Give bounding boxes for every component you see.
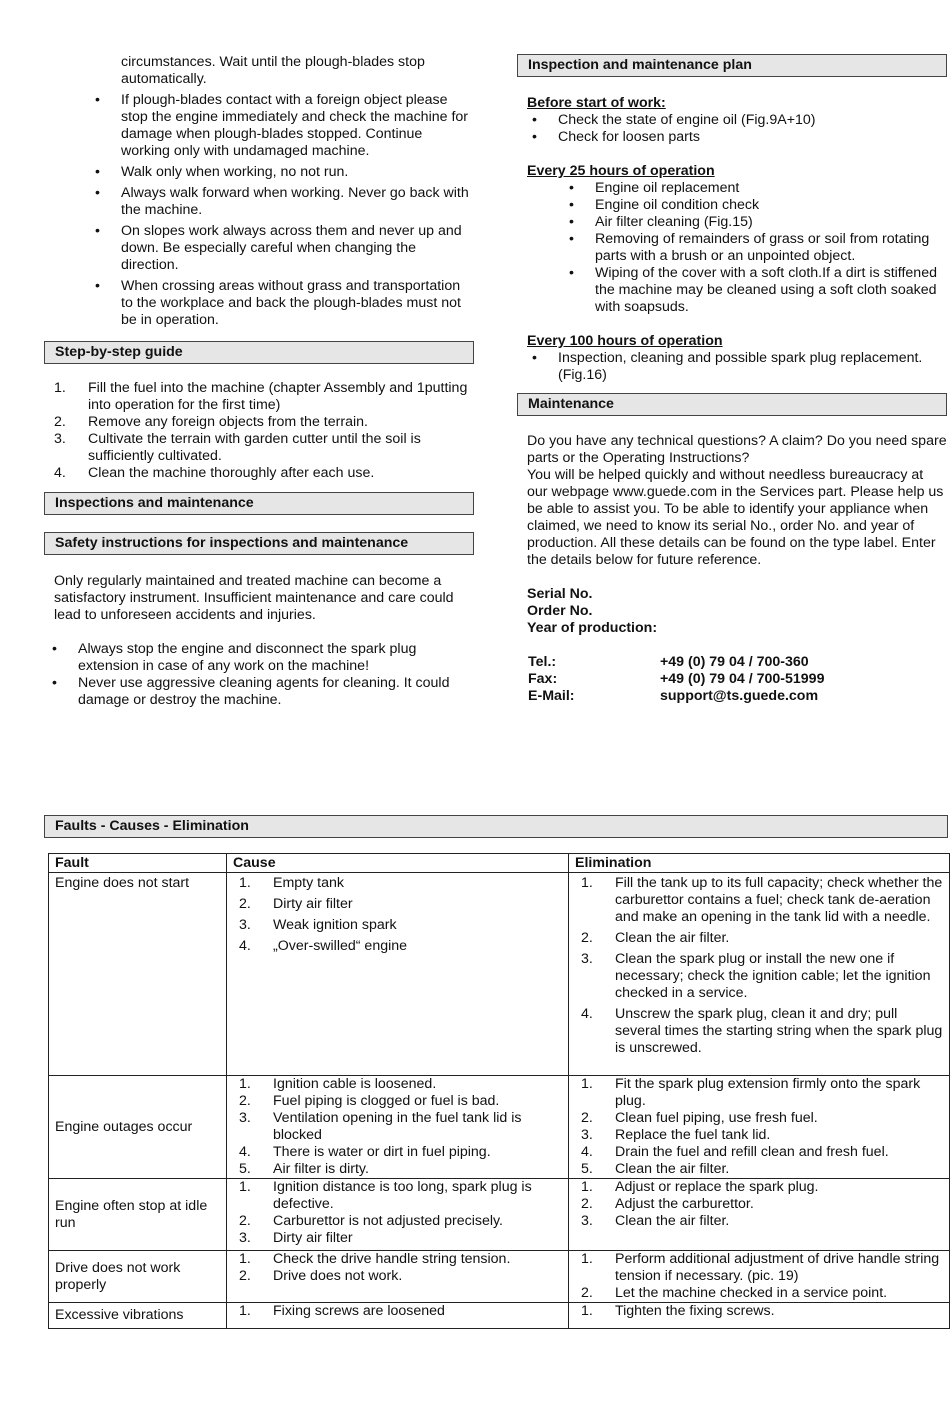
table-row xyxy=(49,1251,950,1303)
table-row xyxy=(49,1076,950,1179)
fault-cell: Drive does not work properly xyxy=(49,1251,227,1303)
list-item: • Wiping of the cover with a soft cloth.If a dirt is stiffened the machine may be cleaned using a soft cloth soaked with soapsuds. xyxy=(561,265,937,316)
list-item: 1. Fit the spark plug extension firmly onto the spark plug. xyxy=(581,1076,921,1109)
elimination-list xyxy=(575,1303,943,1320)
list-item: 2. Dirty air filter xyxy=(239,896,353,912)
cause-list xyxy=(233,1251,562,1285)
list-item: 4. Drain the fuel and refill clean and fresh fuel. xyxy=(581,1144,889,1160)
column-header-elimination: Elimination xyxy=(569,854,950,873)
list-item: • Air filter cleaning (Fig.15) xyxy=(561,214,937,231)
safety-bullets-list xyxy=(44,92,474,329)
tel-label: Tel.: xyxy=(528,654,557,670)
every-100-list xyxy=(517,350,947,384)
list-item: 1. Ignition cable is loosened. xyxy=(239,1076,437,1092)
list-item: 3. Clean the spark plug or install the new one if necessary; check the ignition cable; let the ignition checked in a service. xyxy=(581,951,931,1001)
column-header-cause: Cause xyxy=(227,854,569,873)
list-item: 4. „Over-swilled“ engine xyxy=(239,938,408,954)
list-item: 1. Ignition distance is too long, spark plug is defective. xyxy=(239,1179,532,1212)
table-row xyxy=(49,1179,950,1251)
elimination-list xyxy=(575,1251,943,1302)
elimination-cell xyxy=(569,1179,950,1251)
before-start-title: Before start of work: xyxy=(527,95,666,111)
table-row xyxy=(49,1303,950,1329)
list-item: • Engine oil condition check xyxy=(561,197,937,214)
list-item: 3. Replace the fuel tank lid. xyxy=(581,1127,771,1143)
list-item: 3. Clean the air filter. xyxy=(581,1213,730,1229)
list-item: 3. Cultivate the terrain with garden cutter until the soil is sufficiently cultivated. xyxy=(54,431,421,464)
cause-list xyxy=(233,1076,562,1178)
steps-list xyxy=(44,380,474,482)
list-item: 3. Dirty air filter xyxy=(239,1230,353,1246)
list-item: • If plough-blades contact with a foreign object please stop the engine immediately and check the machine for damage when plough-blades stopped. Continue working only with undamaged machine. xyxy=(87,92,474,160)
elimination-cell xyxy=(569,1076,950,1179)
fax-label: Fax: xyxy=(528,671,558,687)
contact-block xyxy=(517,654,947,705)
safety-maintenance-bullets xyxy=(44,641,474,709)
list-item: 3. Weak ignition spark xyxy=(239,917,397,933)
list-item: 4. There is water or dirt in fuel piping. xyxy=(239,1144,491,1160)
list-item: • Check the state of engine oil (Fig.9A+10) xyxy=(524,112,947,129)
list-item: • Never use aggressive cleaning agents for cleaning. It could damage or destroy the machine. xyxy=(44,675,474,709)
intro-continuation: circumstances. Wait until the plough-blades stop automatically. xyxy=(121,54,425,87)
tel-value: +49 (0) 79 04 / 700-360 xyxy=(660,654,809,670)
table-header-row xyxy=(49,854,950,873)
year-label: Year of production: xyxy=(527,620,658,636)
right-column xyxy=(517,54,947,705)
list-item: • Always walk forward when working. Never go back with the machine. xyxy=(87,185,474,219)
list-item: 1. Fill the tank up to its full capacity; check whether the carburettor contains a fuel; check tank de-aeration and make an opening in the tank lid with a needle. xyxy=(581,875,943,925)
fault-cell: Engine outages occur xyxy=(49,1076,227,1179)
list-item: 3. Ventilation opening in the fuel tank lid is blocked xyxy=(239,1110,522,1143)
list-item: 1. Fixing screws are loosened xyxy=(239,1303,445,1319)
list-item: 2. Drive does not work. xyxy=(239,1268,403,1284)
list-item: • Check for loosen parts xyxy=(524,129,947,146)
cause-cell xyxy=(227,1303,569,1329)
every-25-list xyxy=(517,180,947,316)
cause-list xyxy=(233,875,562,955)
list-item: • On slopes work always across them and never up and down. Be especially careful when changing the direction. xyxy=(87,223,474,274)
left-column xyxy=(44,54,474,709)
fault-cell: Engine often stop at idle run xyxy=(49,1179,227,1251)
list-item: 1. Fill the fuel into the machine (chapter Assembly and 1putting into operation for the first time) xyxy=(54,380,468,413)
elimination-cell xyxy=(569,1303,950,1329)
list-item: 2. Remove any foreign objects from the terrain. xyxy=(54,414,368,430)
cause-list xyxy=(233,1179,562,1247)
cause-cell xyxy=(227,1251,569,1303)
list-item: 1. Adjust or replace the spark plug. xyxy=(581,1179,819,1195)
list-item: 1. Check the drive handle string tension. xyxy=(239,1251,511,1267)
serial-label: Serial No. xyxy=(527,586,593,602)
elimination-list xyxy=(575,1179,943,1230)
list-item: 1. Tighten the fixing screws. xyxy=(581,1303,775,1319)
cause-cell xyxy=(227,873,569,1076)
list-item: 2. Adjust the carburettor. xyxy=(581,1196,754,1212)
cause-cell xyxy=(227,1076,569,1179)
list-item: 2. Let the machine checked in a service point. xyxy=(581,1285,888,1301)
every-25-title: Every 25 hours of operation xyxy=(527,163,715,179)
list-item: • Inspection, cleaning and possible spark plug replacement.(Fig.16) xyxy=(524,350,947,384)
list-item: 4. Clean the machine thoroughly after each use. xyxy=(54,465,375,481)
safety-paragraph: Only regularly maintained and treated machine can become a satisfactory instrument. Insufficient maintenance and care could lead to unforeseen accidents and injuries. xyxy=(54,573,454,623)
elimination-cell xyxy=(569,1251,950,1303)
list-item: 2. Carburettor is not adjusted precisely. xyxy=(239,1213,503,1229)
table-row xyxy=(49,873,950,1076)
list-item: 4. Unscrew the spark plug, clean it and dry; pull several times the starting string when the spark plug is unscrewed. xyxy=(581,1006,943,1056)
email-value: support@ts.guede.com xyxy=(660,688,819,704)
fault-cell: Excessive vibrations xyxy=(49,1303,227,1329)
email-label: E-Mail: xyxy=(528,688,575,704)
list-item: 5. Air filter is dirty. xyxy=(239,1161,369,1177)
list-item: 2. Fuel piping is clogged or fuel is bad. xyxy=(239,1093,500,1109)
list-item: • Removing of remainders of grass or soil from rotating parts with a brush or an unpointed object. xyxy=(561,231,937,265)
fax-value: +49 (0) 79 04 / 700-51999 xyxy=(660,671,825,687)
cause-list xyxy=(233,1303,562,1320)
maintenance-paragraph-1: Do you have any technical questions? A claim? Do you need spare parts or the Operating Instructions? xyxy=(527,433,947,466)
plan-heading: Inspection and maintenance plan xyxy=(517,54,947,77)
list-item: • Always stop the engine and disconnect the spark plug extension in case of any work on the machine! xyxy=(44,641,474,675)
column-header-fault: Fault xyxy=(49,854,227,873)
list-item: 1. Perform additional adjustment of drive handle string tension if necessary. (pic. 19) xyxy=(581,1251,940,1284)
faults-table xyxy=(48,853,950,1329)
before-start-list xyxy=(517,112,947,146)
fault-cell: Engine does not start xyxy=(49,873,227,1076)
elimination-cell xyxy=(569,873,950,1076)
elimination-list xyxy=(575,875,943,1057)
list-item: 5. Clean the air filter. xyxy=(581,1161,730,1177)
list-item: • Engine oil replacement xyxy=(561,180,937,197)
list-item: 2. Clean the air filter. xyxy=(581,930,730,946)
inspections-heading: Inspections and maintenance xyxy=(44,492,474,515)
every-100-title: Every 100 hours of operation xyxy=(527,333,723,349)
list-item: • Walk only when working, no not run. xyxy=(87,164,474,181)
order-label: Order No. xyxy=(527,603,593,619)
safety-instructions-heading: Safety instructions for inspections and maintenance xyxy=(44,532,474,555)
cause-cell xyxy=(227,1179,569,1251)
list-item: 1. Empty tank xyxy=(239,875,344,891)
list-item: • When crossing areas without grass and transportation to the workplace and back the plough-blades must not be in operation. xyxy=(87,278,474,329)
elimination-list xyxy=(575,1076,943,1178)
step-guide-heading: Step-by-step guide xyxy=(44,341,474,364)
list-item: 2. Clean fuel piping, use fresh fuel. xyxy=(581,1110,818,1126)
maintenance-heading: Maintenance xyxy=(517,393,947,416)
faults-heading: Faults - Causes - Elimination xyxy=(44,815,948,838)
maintenance-paragraph-2: You will be helped quickly and without needless bureaucracy at our webpage www.guede.com in the Services part. Please help us be able to assist you. To be able to identify your appliance when claimed, we need to know its serial No., order No. and year of production. All these details can be found on the type label. Enter the details below for future reference. xyxy=(527,467,944,568)
